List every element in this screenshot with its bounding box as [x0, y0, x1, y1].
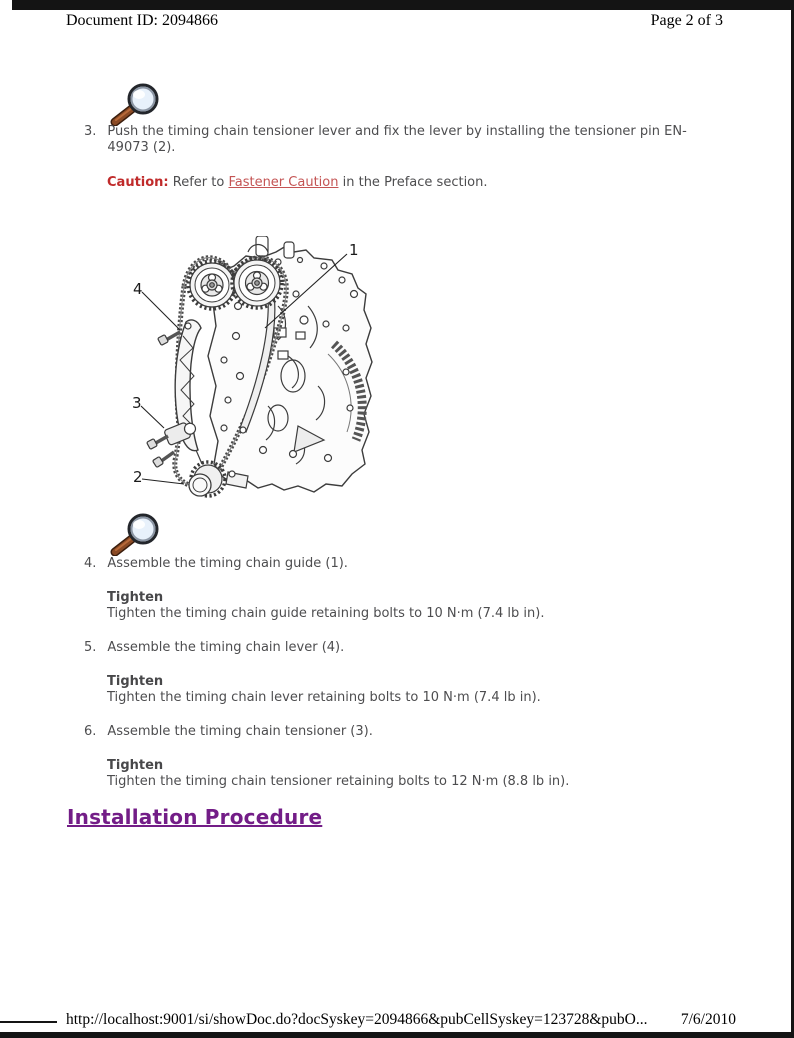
page-header — [66, 12, 723, 30]
figure-callout-1: 1 — [349, 241, 359, 259]
step-number: 6. — [84, 724, 97, 739]
footer-date: 7/6/2010 — [680, 1011, 736, 1028]
installation-procedure-heading-link[interactable]: Installation Procedure — [67, 805, 323, 829]
procedure-step-5 — [84, 640, 702, 656]
step-number: 3. — [84, 124, 97, 139]
fastener-caution-link[interactable]: Fastener Caution — [228, 175, 339, 190]
caution-label: Caution: — [107, 175, 169, 190]
tighten-label: Tighten — [107, 758, 164, 773]
procedure-step-4 — [84, 556, 702, 572]
caution-text-before: Refer to — [168, 175, 229, 190]
footer-url: http://localhost:9001/si/showDoc.do?docSyskey=2094866&pubCellSyskey=123728&pubO... — [66, 1011, 648, 1028]
tighten-label: Tighten — [107, 674, 164, 689]
page-number-label: Page 2 of 3 — [650, 12, 723, 29]
step-text: Push the timing chain tensioner lever and fix the lever by installing the tensioner pin EN-49073 (2). — [107, 124, 687, 155]
procedure-step-3 — [84, 124, 702, 156]
tighten-text: Tighten the timing chain tensioner retaining bolts to 12 N·m (8.8 lb in). — [107, 774, 570, 789]
figure-callout-4: 4 — [133, 280, 143, 298]
step-text: Assemble the timing chain guide (1). — [107, 556, 348, 571]
tighten-spec-step-6 — [107, 758, 569, 790]
figure-callout-2: 2 — [133, 468, 143, 486]
zoom-magnifier-icon[interactable] — [108, 82, 162, 126]
step-text: Assemble the timing chain tensioner (3). — [107, 724, 373, 739]
document-id-label: Document ID: 2094866 — [66, 12, 218, 29]
page-bottom-border — [0, 1032, 794, 1038]
engine-timing-chain-figure — [128, 236, 398, 506]
caution-note — [107, 175, 488, 191]
tighten-text: Tighten the timing chain lever retaining bolts to 10 N·m (7.4 lb in). — [107, 690, 541, 705]
zoom-magnifier-icon[interactable] — [108, 512, 162, 556]
procedure-step-6 — [84, 724, 702, 740]
page-bottom-border-notch — [0, 1021, 57, 1023]
figure-callout-3: 3 — [132, 394, 142, 412]
tighten-label: Tighten — [107, 590, 164, 605]
step-number: 4. — [84, 556, 97, 571]
page-footer — [66, 1011, 736, 1029]
page-top-border — [12, 0, 794, 10]
caution-text-after: in the Preface section. — [338, 175, 488, 190]
step-number: 5. — [84, 640, 97, 655]
step-text: Assemble the timing chain lever (4). — [107, 640, 345, 655]
tighten-text: Tighten the timing chain guide retaining bolts to 10 N·m (7.4 lb in). — [107, 606, 545, 621]
tighten-spec-step-4 — [107, 590, 544, 622]
tighten-spec-step-5 — [107, 674, 541, 706]
